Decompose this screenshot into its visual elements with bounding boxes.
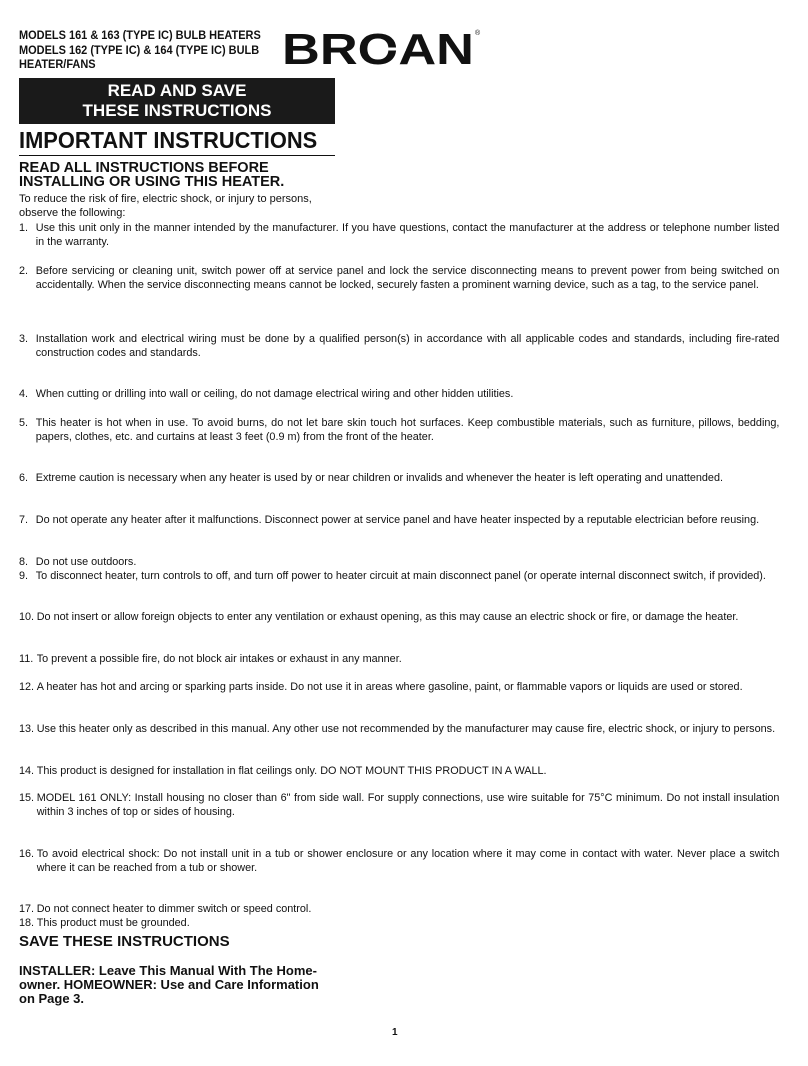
item-text: Do not operate any heater after it malfunctions. Disconnect power at service panel and have heater inspected by a reputable electrician before reusing. bbox=[35, 514, 760, 526]
item-text: Use this unit only in the manner intended by the manufacturer. If you have questions, contact the manufacturer at the address or telephone number listed in the warranty. bbox=[35, 222, 780, 248]
instruction-item-17 bbox=[19, 902, 779, 916]
page-number: 1 bbox=[392, 1027, 398, 1038]
item-number: 7. bbox=[19, 514, 29, 526]
instruction-item-15 bbox=[19, 791, 779, 819]
item-text: Do not connect heater to dimmer switch or speed control. bbox=[36, 903, 312, 915]
instruction-item-6 bbox=[19, 471, 779, 485]
intro-text bbox=[19, 193, 339, 220]
item-number: 16. bbox=[19, 848, 35, 860]
intro-line-2: observe the following: bbox=[19, 206, 126, 219]
item-text: Use this heater only as described in this manual. Any other use not recommended by the manufacturer may cause fire, electric shock, or injury to persons. bbox=[36, 723, 776, 735]
registered-mark: ® bbox=[475, 30, 481, 37]
item-text: This product must be grounded. bbox=[36, 917, 190, 929]
item-number: 6. bbox=[19, 472, 29, 484]
section-title: IMPORTANT INSTRUCTIONS bbox=[19, 127, 318, 153]
instruction-item-8 bbox=[19, 555, 779, 569]
item-number: 4. bbox=[19, 388, 29, 400]
instruction-item-12 bbox=[19, 680, 779, 694]
read-all-heading bbox=[19, 161, 284, 189]
read-all-line-1: READ ALL INSTRUCTIONS BEFORE bbox=[19, 160, 269, 176]
item-text: This product is designed for installation in flat ceilings only. DO NOT MOUNT THIS PRODUCT IN A WALL. bbox=[36, 765, 547, 777]
read-and-save-banner bbox=[19, 78, 335, 124]
item-number: 8. bbox=[19, 556, 29, 568]
item-text: When cutting or drilling into wall or ceiling, do not damage electrical wiring and other hidden utilities. bbox=[35, 388, 514, 400]
item-text: MODEL 161 ONLY: Install housing no closer than 6" from side wall. For supply connections, use wire suitable for 75°C minimum. Do not install insulation within 3 inches of top or sides of housing. bbox=[36, 792, 780, 818]
save-instructions-heading: SAVE THESE INSTRUCTIONS bbox=[19, 933, 230, 950]
instruction-item-3 bbox=[19, 332, 779, 360]
item-text: Extreme caution is necessary when any heater is used by or near children or invalids and whenever the heater is left operating and unattended. bbox=[35, 472, 723, 484]
item-number: 11. bbox=[19, 653, 34, 665]
item-number: 12. bbox=[19, 681, 35, 693]
title-underline bbox=[19, 155, 335, 156]
item-number: 13. bbox=[19, 723, 35, 735]
instruction-item-13 bbox=[19, 722, 779, 736]
read-all-line-2: INSTALLING OR USING THIS HEATER. bbox=[19, 174, 285, 190]
item-number: 15. bbox=[19, 792, 35, 804]
instruction-item-18 bbox=[19, 916, 779, 930]
item-text: This heater is hot when in use. To avoid burns, do not let bare skin touch hot surfaces. Keep combustible materials, such as furniture, pillows, bedding, papers, clothes, etc. and curtains at least 3 feet (0.9 m) from the front of the heater. bbox=[35, 417, 780, 443]
instruction-item-10 bbox=[19, 610, 779, 624]
item-number: 3. bbox=[19, 333, 29, 345]
item-text: Installation work and electrical wiring must be done by a qualified person(s) in accordance with all applicable codes and standards, including fire-rated construction codes and standards. bbox=[35, 333, 780, 359]
installer-line-3: on Page 3. bbox=[19, 991, 85, 1007]
item-text: To prevent a possible fire, do not block air intakes or exhaust in any manner. bbox=[36, 653, 402, 665]
installer-line-1: INSTALLER: Leave This Manual With The Home- bbox=[19, 963, 317, 978]
banner-line-2: THESE INSTRUCTIONS bbox=[82, 101, 272, 120]
broan-logo bbox=[282, 26, 482, 70]
instruction-item-9 bbox=[19, 569, 779, 583]
instruction-item-1 bbox=[19, 221, 779, 249]
item-text: To avoid electrical shock: Do not install unit in a tub or shower enclosure or any location where it may come in contact with water. Never place a switch where it can be reached from a tub or shower. bbox=[36, 848, 780, 874]
item-number: 14. bbox=[19, 765, 35, 777]
item-text: Do not insert or allow foreign objects to enter any ventilation or exhaust opening, as this may cause an electric shock or fire, or damage the heater. bbox=[36, 611, 739, 623]
item-number: 5. bbox=[19, 417, 29, 429]
item-number: 1. bbox=[19, 222, 29, 234]
instruction-item-5 bbox=[19, 416, 779, 444]
item-number: 2. bbox=[19, 265, 29, 277]
intro-line-1: To reduce the risk of fire, electric shock, or injury to persons, bbox=[19, 193, 312, 205]
item-number: 18. bbox=[19, 917, 35, 929]
model-list bbox=[19, 28, 262, 72]
models-line-3: HEATER/FANS bbox=[19, 57, 96, 72]
item-number: 17. bbox=[19, 903, 35, 915]
brand-wordmark: BROAN bbox=[282, 26, 474, 70]
item-text: To disconnect heater, turn controls to off, and turn off power to heater circuit at main disconnect panel (or operate internal disconnect switch, if provided). bbox=[35, 570, 766, 582]
models-line-2: MODELS 162 (TYPE IC) & 164 (TYPE IC) BULB bbox=[19, 42, 260, 57]
instruction-item-16 bbox=[19, 847, 779, 875]
instruction-item-7 bbox=[19, 513, 779, 527]
instruction-item-11 bbox=[19, 652, 779, 666]
instruction-item-4 bbox=[19, 387, 779, 401]
item-text: Before servicing or cleaning unit, switch power off at service panel and lock the service disconnecting means to prevent power from being switched on accidentally. When the service disconnecting means cannot be locked, securely fasten a prominent warning device, such as a tag, to the service panel. bbox=[35, 265, 780, 291]
item-text: Do not use outdoors. bbox=[35, 556, 137, 568]
item-number: 9. bbox=[19, 570, 29, 582]
item-number: 10. bbox=[19, 611, 35, 623]
installer-line-2: owner. HOMEOWNER: Use and Care Information bbox=[19, 977, 319, 993]
models-line-1: MODELS 161 & 163 (TYPE IC) BULB HEATERS bbox=[19, 28, 261, 42]
instruction-item-14 bbox=[19, 764, 779, 778]
instruction-item-2 bbox=[19, 264, 779, 292]
banner-line-1: READ AND SAVE bbox=[107, 81, 247, 100]
installer-note bbox=[19, 964, 339, 1007]
item-text: A heater has hot and arcing or sparking parts inside. Do not use it in areas where gasoline, paint, or flammable vapors or liquids are used or stored. bbox=[36, 681, 743, 693]
